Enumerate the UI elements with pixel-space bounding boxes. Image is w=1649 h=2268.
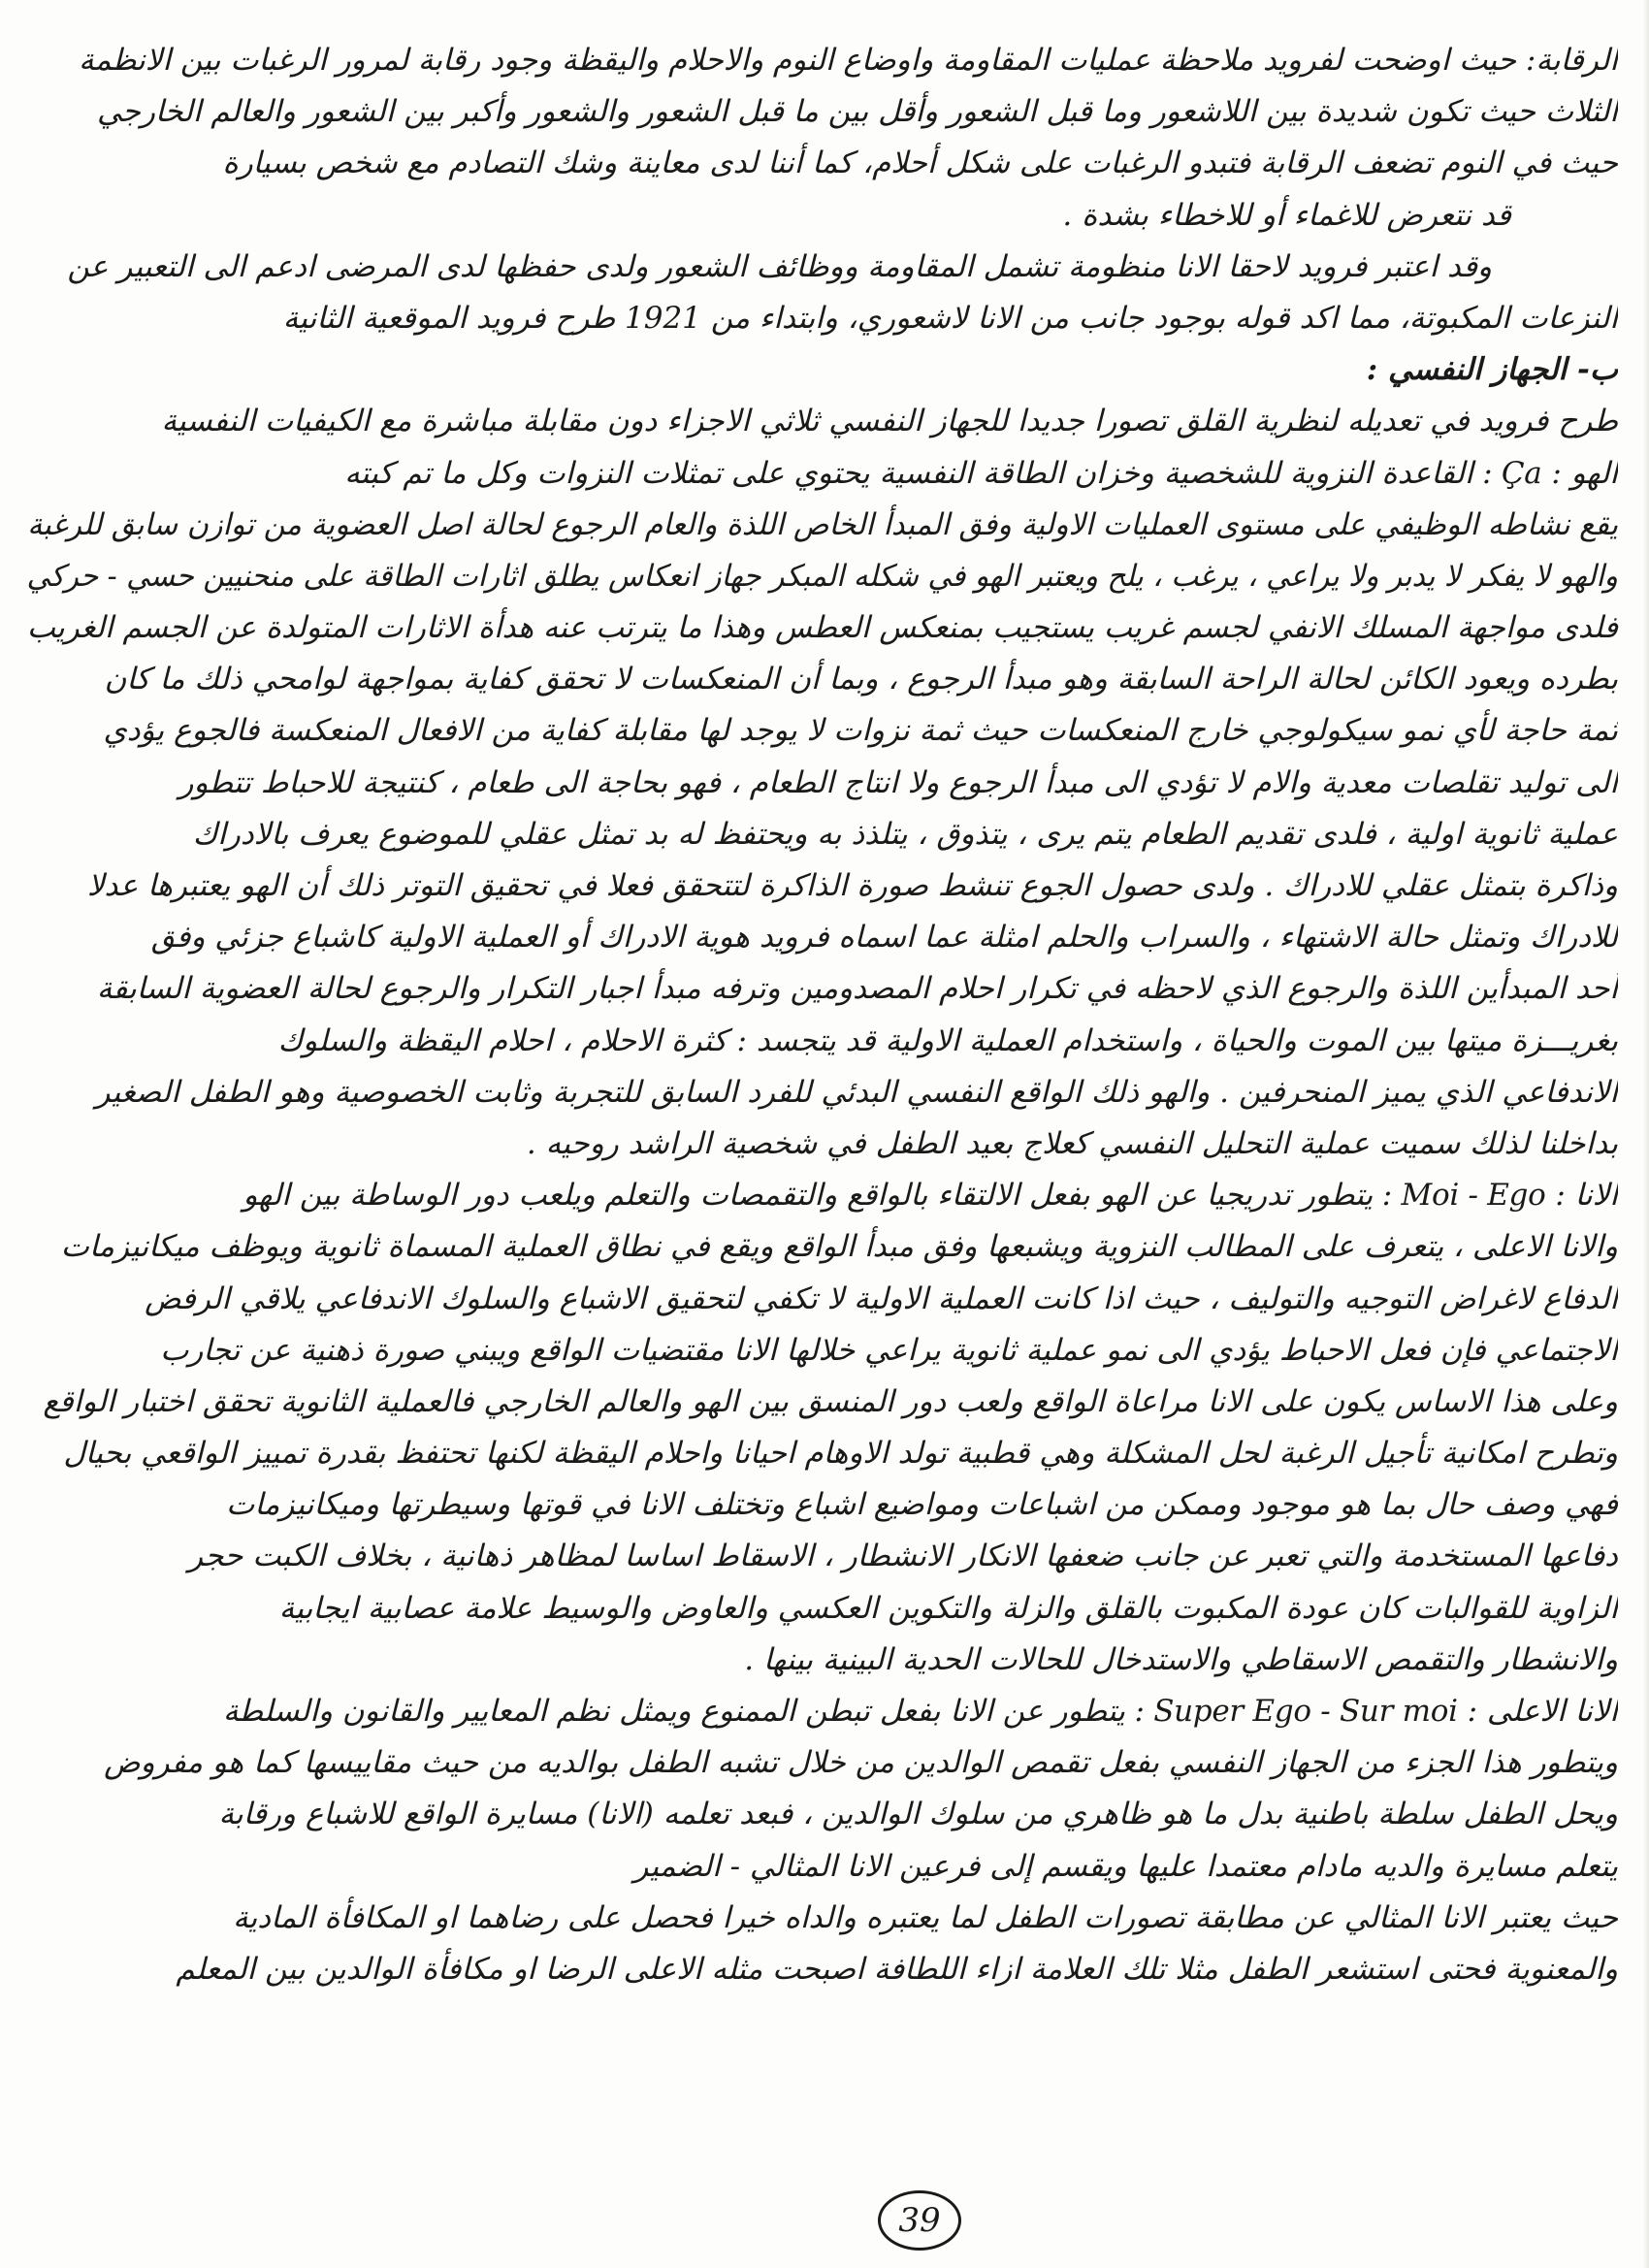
text-line: بداخلنا لذلك سميت عملية التحليل النفسي كعلاج بعيد الطفل في شخصية الراشد روحيه . (526, 1125, 1618, 1161)
section-heading: ب- الجهاز النفسي : (1366, 352, 1618, 388)
text-line: دفاعها المستخدمة والتي تعبر عن جانب ضعفها الانكار الانشطار ، الاسقاط اساسا لمظاهر ذهانية ، بخلاف الكبت حجر (188, 1539, 1618, 1574)
text-line: يتعلم مسايرة والديه مادام معتمدا عليها ويقسم إلى فرعين الانا المثالي - الضمير (633, 1848, 1618, 1884)
text-line: بطرده ويعود الكائن لحالة الراحة السابقة وهو مبدأ الرجوع ، وبما أن المنعكسات لا تحقق كفاية بمواجهة لوامحي ذلك ما كان (104, 662, 1618, 697)
text-line: حيث في النوم تضعف الرقابة فتبدو الرغبات على شكل أحلام، كما أننا لدى معاينة وشك التصادم مع شخص بسيارة (222, 146, 1618, 181)
text-line: الثلاث حيث تكون شديدة بين اللاشعور وما قبل الشعور وأقل بين ما قبل الشعور والشعور وأكبر بين الشعور والعالم الخارجي (96, 94, 1618, 130)
text-line: الدفاع لاغراض التوجيه والتوليف ، حيث اذا كانت العملية الاولية لا تكفي لتحقيق الاشباع والسلوك الاندفاعي يلاقي الرفض (145, 1280, 1618, 1316)
text-line: أحد المبدأين اللذة والرجوع الذي لاحظه في تكرار احلام المصدومين وترفه مبدأ اجبار التكرار والرجوع لحالة العضوية السابقة (96, 971, 1618, 1007)
text-line: وعلى هذا الاساس يكون على الانا مراعاة الواقع ولعب دور المنسق بين الهو والعالم الخارجي فالعملية الثانوية تحقق اختبار الواقع (43, 1383, 1618, 1419)
text-line: حيث يعتبر الانا المثالي عن مطابقة تصورات الطفل لما يعتبره والداه خيرا فحصل على رضاهما او المكافأة المادية (233, 1899, 1618, 1935)
text-line: والهو لا يفكر لا يدبر ولا يراعي ، يرغب ، يلح ويعتبر الهو في شكله المبكر جهاز انعكاس يطلق اثارات الطاقة على منحنيين حسي - حركي (26, 558, 1618, 594)
text-line: الاجتماعي فإن فعل الاحباط يؤدي الى نمو عملية ثانوية يراعي خلالها الانا مقتضيات الواقع ويبني صورة ذهنية عن تجارب (160, 1332, 1618, 1368)
text-line: قد نتعرض للاغماء أو للاخطاء بشدة . (1062, 197, 1511, 233)
text-line: فلدى مواجهة المسلك الانفي لجسم غريب يستجيب بمنعكس العطس وهذا ما يترتب عنه هدأة الاثارات المتولدة عن الجسم الغريب (26, 610, 1618, 646)
text-line: والانشطار والتقمص الاسقاطي والاستدخال للحالات الحدية البينية بينها . (744, 1641, 1618, 1677)
text-line: والمعنوية فحتى استشعر الطفل مثلا تلك العلامة ازاء اللطافة اصبحت مثله الاعلى الرضا او مكافأة الوالدين بين المعلم (176, 1951, 1618, 1987)
handwritten-text-block (27, 35, 1618, 1995)
text-line: والانا الاعلى ، يتعرف على المطالب النزوية ويشبعها وفق مبدأ الواقع ويقع في نطاق العملية المسماة ثانوية ويوظف ميكانيزمات (60, 1229, 1618, 1265)
page-number: 39 (878, 2190, 961, 2251)
text-line: النزعات المكبوتة، مما اكد قوله بوجود جانب من الانا لاشعوري، وابتداء من 1921 طرح فرويد الموقعية الثانية (282, 300, 1618, 336)
text-line: ويحل الطفل سلطة باطنية بدل ما هو ظاهري من سلوك الوالدين ، فبعد تعلمه (الانا) مسايرة الواقع للاشباع ورقابة (218, 1797, 1618, 1832)
text-line: وقد اعتبر فرويد لاحقا الانا منظومة تشمل المقاومة ووظائف الشعور ولدى حفظها لدى المرضى ادعم الى التعبير عن (67, 248, 1492, 284)
text-line: الى توليد تقلصات معدية والام لا تؤدي الى مبدأ الرجوع ولا انتاج الطعام ، فهو بحاجة الى طعام ، كنتيجة للاحباط تتطور (178, 764, 1618, 800)
text-line: عملية ثانوية اولية ، فلدى تقديم الطعام يتم يرى ، يتذوق ، يتلذذ به ويحتفظ له بد تمثل عقلي للموضوع يعرف بالادراك (192, 816, 1618, 852)
text-line: الهو : Ça : القاعدة النزوية للشخصية وخزان الطاقة النفسية يحتوي على تمثلات النزوات وكل ما تم كبته (344, 455, 1618, 491)
text-line: بغريـــزة ميتها بين الموت والحياة ، واستخدام العملية الاولية قد يتجسد : كثرة الاحلام ، احلام اليقظة والسلوك (277, 1022, 1618, 1058)
text-line: وذاكرة بتمثل عقلي للادراك . ولدى حصول الجوع تنشط صورة الذاكرة لتتحقق فعلا في تحقيق التوتر ذلك أن الهو يعتبرها عدلا (86, 868, 1618, 903)
text-line: الزاوية للقوالبات كان عودة المكبوت بالقلق والزلة والتكوين العكسي والعاوض والوسيط علامة عصابية ايجابية (278, 1590, 1618, 1626)
text-line: ويتطور هذا الجزء من الجهاز النفسي بفعل تقمص الوالدين من خلال تشبه الطفل بوالديه من حيث مقاييسها كما هو مفروض (104, 1745, 1618, 1781)
text-line: ثمة حاجة لأي نمو سيكولوجي خارج المنعكسات حيث ثمة نزوات لا يوجد لها مقابلة كفاية من الافعال المنعكسة فالجوع يؤدي (103, 713, 1618, 749)
text-line: يقع نشاطه الوظيفي على مستوى العمليات الاولية وفق المبدأ الخاص اللذة والعام الرجوع لحالة اصل العضوية من توازن سابق للرغبة (27, 506, 1618, 542)
text-line: فهي وصف حال بما هو موجود وممكن من اشباعات ومواضيع اشباع وتختلف الانا في قوتها وسيطرتها وميكانيزمات (226, 1487, 1618, 1523)
text-line: الاندفاعي الذي يميز المنحرفين . والهو ذلك الواقع النفسي البدئي للفرد السابق للتجربة وثابت الخصوصية وهو الطفل الصغير (95, 1074, 1618, 1110)
text-line: طرح فرويد في تعديله لنظرية القلق تصورا جديدا للجهاز النفسي ثلاثي الاجزاء دون مقابلة مباشرة مع الكيفيات النفسية (161, 404, 1618, 439)
text-line: للادراك وتمثل حالة الاشتهاء ، والسراب والحلم امثلة عما اسماه فرويد هوية الادراك أو العملية الاولية كاشباع جزئي وفق (150, 920, 1618, 956)
text-line: الانا الاعلى : Super Ego - Sur moi : يتطور عن الانا بفعل تبطن الممنوع ويمثل نظم المعايير والقانون والسلطة (222, 1694, 1618, 1729)
text-line: الانا : Moi - Ego : يتطور تدريجيا عن الهو بفعل الالتقاء بالواقع والتقمصات والتعلم ويلعب دور الوساطة بين الهو (242, 1178, 1618, 1214)
text-line: الرقابة: حيث اوضحت لفرويد ملاحظة عمليات المقاومة واوضاع النوم والاحلام واليقظة وجود رقابة لمرور الرغبات بين الانظمة (79, 43, 1618, 78)
text-line: وتطرح امكانية تأجيل الرغبة لحل المشكلة وهي قطبية تولد الاوهام احيانا واحلام اليقظة لكنها تحتفظ بقدرة تمييز الواقعي بحيال (63, 1436, 1618, 1472)
scan-edge-shadow (1643, 0, 1649, 2268)
